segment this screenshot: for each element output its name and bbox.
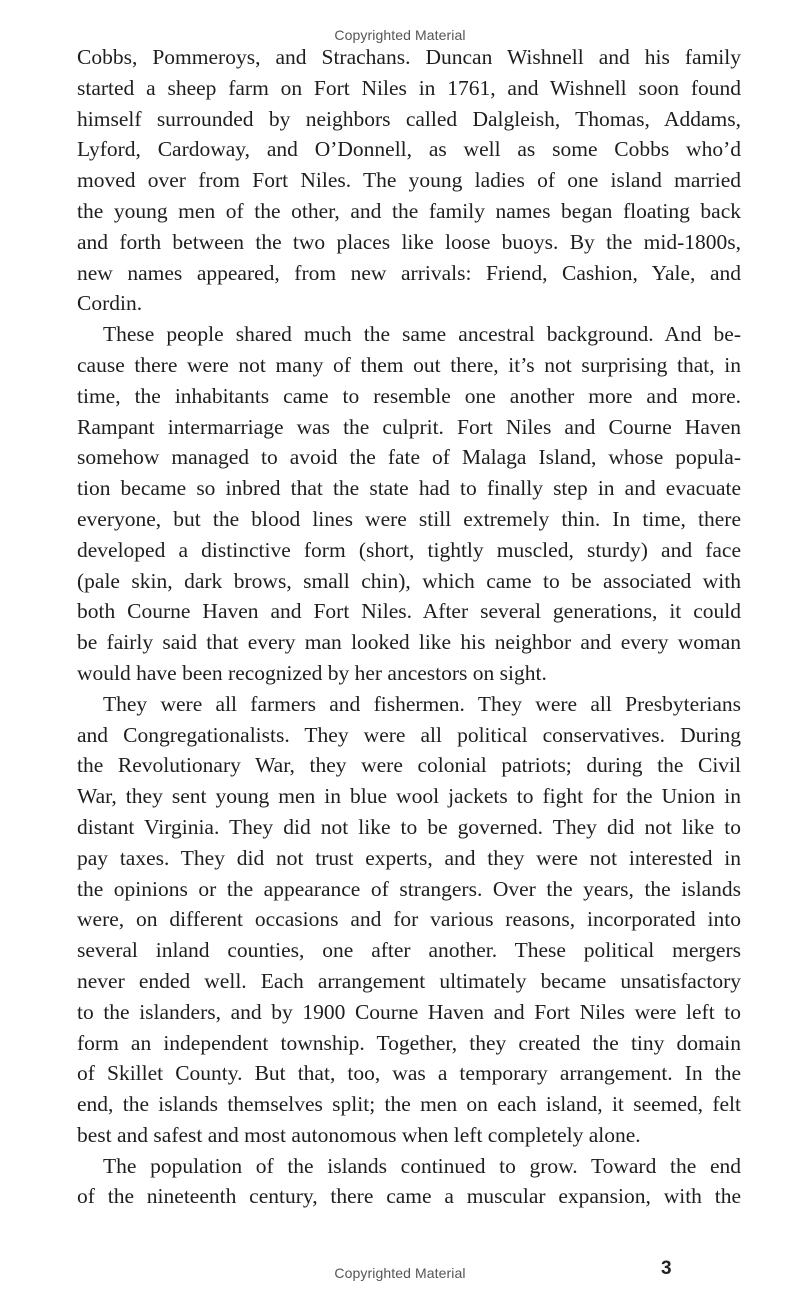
text-line: form an independent township. Together, they created the tiny domain: [77, 1030, 741, 1055]
paragraph-3: [77, 689, 741, 1151]
text-line: the opinions or the appearance of strangers. Over the years, the islands: [77, 876, 741, 901]
paragraph-1: [77, 42, 741, 319]
text-line: never ended well. Each arrangement ultimately became unsatisfactory: [77, 968, 741, 993]
text-line: the Revolutionary War, they were colonial patriots; during the Civil: [77, 753, 741, 778]
text-line: The population of the islands continued to grow. Toward the end: [103, 1153, 741, 1178]
text-line: would have been recognized by her ancestors on sight.: [77, 660, 547, 685]
text-line: moved over from Fort Niles. The young ladies of one island married: [77, 168, 741, 193]
text-line: the young men of the other, and the family names began floating back: [77, 198, 741, 223]
text-line: and forth between the two places like loose buoys. By the mid-1800s,: [77, 229, 741, 254]
text-line: Cobbs, Pommeroys, and Strachans. Duncan Wishnell and his family: [77, 45, 741, 69]
text-line: both Courne Haven and Fort Niles. After several generations, it could: [77, 599, 741, 624]
text-line: Cordin.: [77, 291, 143, 316]
text-line: everyone, but the blood lines were still extremely thin. In time, there: [77, 506, 741, 531]
text-line: and Congregationalists. They were all political conservatives. During: [77, 722, 741, 747]
text-line: started a sheep farm on Fort Niles in 1761, and Wishnell soon found: [77, 75, 741, 100]
text-line: pay taxes. They did not trust experts, and they were not interested in: [77, 845, 741, 870]
page-body-text: [77, 42, 741, 1212]
text-line: several inland counties, one after another. These political mergers: [77, 938, 741, 963]
text-line: time, the inhabitants came to resemble one another more and more.: [77, 383, 741, 408]
text-line: Lyford, Cardoway, and O’Donnell, as well as some Cobbs who’d: [77, 137, 741, 162]
text-line: of the nineteenth century, there came a muscular expansion, with the: [77, 1184, 741, 1209]
text-line: end, the islands themselves split; the men on each island, it seemed, felt: [77, 1092, 741, 1117]
paragraph-2: [77, 319, 741, 689]
text-line: to the islanders, and by 1900 Courne Haven and Fort Niles were left to: [77, 999, 741, 1024]
copyright-watermark-top: Copyrighted Material: [334, 27, 466, 43]
text-line: be fairly said that every man looked like his neighbor and every woman: [77, 630, 741, 655]
text-line: (pale skin, dark brows, small chin), which came to be associated with: [77, 568, 741, 593]
text-line: cause there were not many of them out there, it’s not surprising that, in: [77, 352, 741, 377]
text-line: new names appeared, from new arrivals: Friend, Cashion, Yale, and: [77, 260, 741, 285]
text-line: distant Virginia. They did not like to be governed. They did not like to: [77, 814, 741, 839]
paragraph-4: [77, 1151, 741, 1213]
copyright-watermark-bottom: Copyrighted Material: [334, 1265, 466, 1281]
text-line: himself surrounded by neighbors called Dalgleish, Thomas, Addams,: [77, 106, 741, 131]
text-line: somehow managed to avoid the fate of Malaga Island, whose popula-: [77, 445, 741, 470]
page-number: 3: [661, 1258, 672, 1279]
text-line: They were all farmers and fishermen. They were all Presbyterians: [103, 691, 741, 716]
text-line: were, on different occasions and for various reasons, incorporated into: [77, 907, 741, 932]
text-line: Rampant intermarriage was the culprit. Fort Niles and Courne Haven: [77, 414, 741, 439]
text-line: best and safest and most autonomous when left completely alone.: [77, 1122, 641, 1147]
text-line: War, they sent young men in blue wool jackets to fight for the Union in: [77, 784, 741, 809]
text-line: developed a distinctive form (short, tightly muscled, sturdy) and face: [77, 537, 741, 562]
text-line: of Skillet County. But that, too, was a temporary arrangement. In the: [77, 1061, 741, 1086]
text-line: tion became so inbred that the state had to finally step in and evacuate: [77, 476, 741, 501]
text-line: These people shared much the same ancestral background. And be-: [103, 322, 741, 347]
